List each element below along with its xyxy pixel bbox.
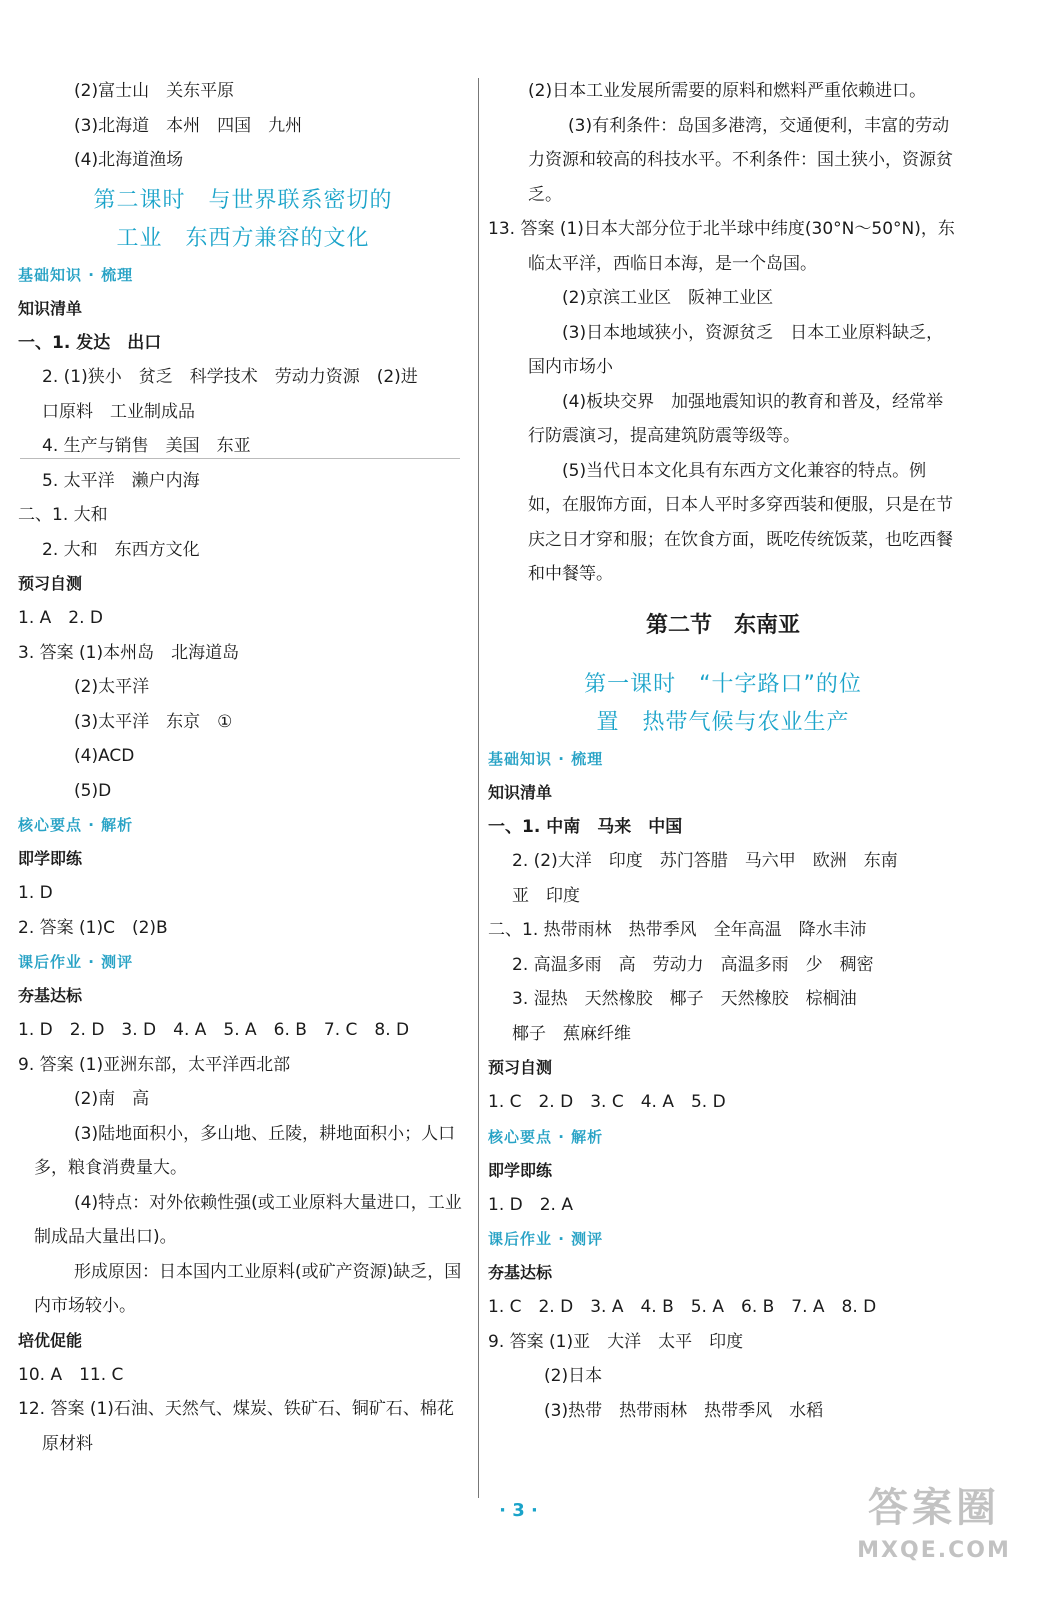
answer-line: 2. 大和 东西方文化 [42,539,200,560]
answer-line: 4. 生产与销售 美国 东亚 [42,436,251,456]
section-heading: 课后作业 · 测评 [18,953,134,971]
site-watermark [849,1478,1019,1578]
answer-line: 一、1. 中南 马来 中国 [488,816,683,837]
answer-line: 椰子 蕉麻纤维 [512,1023,631,1044]
answer-line: 1. A 2. D [18,608,103,628]
subsection-heading: 即学即练 [18,849,83,868]
answer-line: 一、1. 发达 出口 [18,332,162,353]
section-heading: 基础知识 · 梳理 [18,265,134,284]
answer-line: 5. 太平洋 濑户内海 [42,470,200,491]
answer-line: (2)南 高 [74,1089,150,1109]
answer-line: 1. C 2. D 3. C 4. A 5. D [488,1092,726,1112]
answer-line: 2. 高温多雨 高 劳动力 高温多雨 少 稠密 [512,954,874,975]
section-heading: 基础知识 · 梳理 [488,749,604,768]
answer-line: 2. (1)狭小 贫乏 科学技术 劳动力资源 (2)进 [42,367,418,387]
subsection-heading: 预习自测 [18,574,83,593]
answer-line: 3. 答案 (1)本州岛 北海道岛 [18,642,240,663]
answer-line: (3)热带 热带雨林 热带季风 水稻 [544,1400,824,1421]
answer-paragraph: 形成原因：日本国内工业原料(或矿产资源)缺乏，国内市场较小。 [34,1261,462,1316]
page-number: · 3 · [499,1500,538,1521]
answer-line: 9. 答案 (1)亚 大洋 太平 印度 [488,1331,744,1352]
lesson-title: 第一课时 “十字路口”的位 [584,671,862,697]
subsection-heading: 知识清单 [18,298,83,318]
answer-line: 9. 答案 (1)亚洲东部，太平洋西北部 [18,1054,291,1075]
answer-line: (3)北海道 本州 四国 九州 [74,115,303,136]
answer-line: 原材料 [42,1433,93,1454]
subsection-heading: 培优促能 [18,1330,83,1350]
answer-paragraph: 13. 答案 (1)日本大部分位于北半球中纬度(30°N～50°N)，东临太平洋，西临日本海，是一个岛国。 [488,219,955,274]
answer-paragraph: (3)有利条件：岛国多港湾，交通便利，丰富的劳动力资源和较高的科技水平。不利条件：国土狭小，资源贫乏。 [528,115,953,205]
lesson-title: 第二课时 与世界联系密切的 [93,187,393,213]
chapter-title: 第二节 东南亚 [645,612,800,638]
column-divider [478,78,479,1498]
answer-line: 1. C 2. D 3. A 4. B 5. A 6. B 7. A 8. D [488,1297,877,1317]
answer-line: 1. D 2. D 3. D 4. A 5. A 6. B 7. C 8. D [18,1020,410,1040]
answer-line: (2)日本 [544,1366,603,1386]
subsection-heading: 即学即练 [488,1160,553,1180]
answer-paragraph: (3)陆地面积小，多山地、丘陵，耕地面积小；人口多，粮食消费量大。 [34,1123,456,1178]
answer-line: 1. D 2. A [488,1194,573,1215]
answer-line: 3. 湿热 天然橡胶 椰子 天然橡胶 棕榈油 [512,989,857,1009]
answer-line: 2. (2)大洋 印度 苏门答腊 马六甲 欧洲 东南 [512,851,898,871]
answer-line: 12. 答案 (1)石油、天然气、煤炭、铁矿石、铜矿石、棉花 [18,1399,454,1419]
answer-line: 二、1. 热带雨林 热带季风 全年高温 降水丰沛 [488,920,867,940]
section-heading: 课后作业 · 测评 [488,1230,604,1248]
answer-paragraph: (3)日本地域狭小，资源贫乏 日本工业原料缺乏，国内市场小 [528,322,944,377]
answer-line: (4)ACD [74,746,135,766]
answer-line: (4)北海道渔场 [74,150,184,170]
answer-paragraph: (5)当代日本文化具有东西方文化兼容的特点。例如，在服饰方面，日本人平时多穿西装和便服，只是在节庆之日才穿和服；在饮食方面，既吃传统饭菜，也吃西餐和中餐等。 [528,460,953,584]
answer-paragraph: (2)日本工业发展所需要的原料和燃料严重依赖进口。 [528,81,927,101]
answer-line: 亚 印度 [512,885,580,906]
answer-line: 2. 答案 (1)C (2)B [18,917,168,938]
section-heading: 核心要点 · 解析 [488,1127,604,1146]
right-column [488,74,958,1428]
answer-line: 1. D [18,883,53,903]
answer-line: 二、1. 大和 [18,505,108,525]
answer-line: (2)太平洋 [74,677,150,697]
answer-line: 10. A 11. C [18,1364,124,1385]
lesson-title: 工业 东西方兼容的文化 [116,225,370,251]
subsection-heading: 夯基达标 [488,1263,553,1282]
lesson-title: 置 热带气候与农业生产 [596,709,850,735]
subsection-heading: 知识清单 [488,782,553,802]
answer-line: 口原料 工业制成品 [42,401,195,422]
watermark-logo-text: 答案圈 [868,1485,1000,1531]
subsection-heading: 夯基达标 [18,986,83,1005]
answer-line: (3)太平洋 东京 ① [74,711,233,732]
subsection-heading: 预习自测 [488,1058,553,1077]
left-column [18,74,468,1461]
answer-line: (2)富士山 关东平原 [74,81,235,101]
watermark-url: MXQE.COM [857,1538,1011,1563]
answer-paragraph: (2)京滨工业区 阪神工业区 [562,288,774,308]
answer-paragraph: (4)特点：对外依赖性强(或工业原料大量进口，工业制成品大量出口)。 [34,1192,462,1247]
section-heading: 核心要点 · 解析 [18,816,134,834]
answer-line: (5)D [74,780,112,801]
answer-paragraph: (4)板块交界 加强地震知识的教育和普及，经常举行防震演习，提高建筑防震等级等。 [528,391,944,446]
